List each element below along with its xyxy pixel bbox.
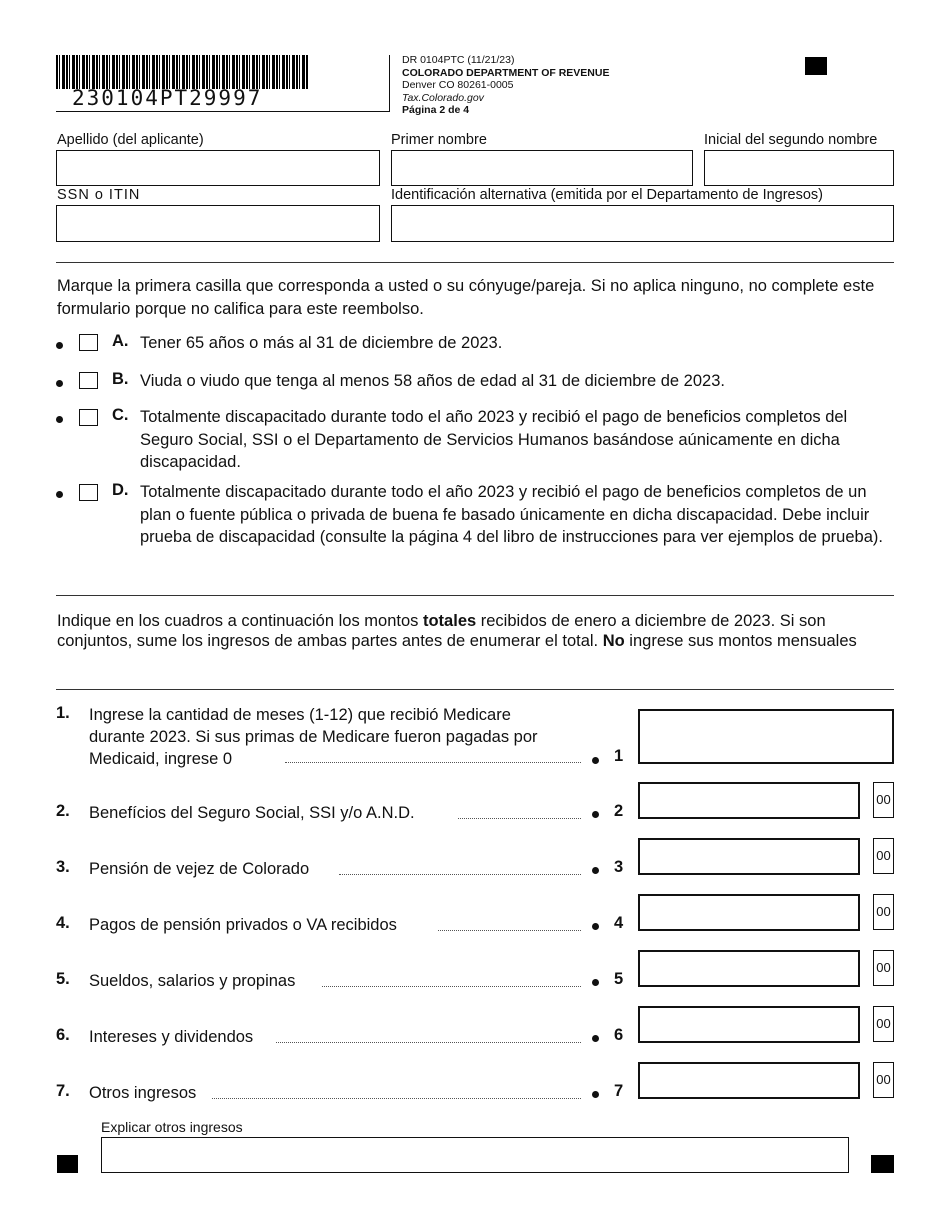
bullet-icon bbox=[56, 342, 63, 349]
barcode-number: 230104PT29997 bbox=[72, 86, 263, 110]
line-text: Otros ingresos bbox=[89, 1084, 197, 1102]
amount-input[interactable] bbox=[638, 950, 860, 987]
text: ingrese sus montos mensuales bbox=[624, 632, 857, 650]
checkbox-a[interactable] bbox=[79, 334, 98, 351]
leader-dots bbox=[285, 762, 581, 763]
leader-dots bbox=[339, 874, 581, 875]
line-number: 5. bbox=[56, 970, 70, 988]
ssn-input[interactable] bbox=[56, 205, 380, 242]
first-name-input[interactable] bbox=[391, 150, 693, 186]
bullet-icon bbox=[592, 1035, 599, 1042]
checkbox-d[interactable] bbox=[79, 484, 98, 501]
line-1-input[interactable] bbox=[638, 709, 894, 764]
registration-mark bbox=[871, 1155, 894, 1173]
amount-input[interactable] bbox=[638, 838, 860, 875]
text-bold: totales bbox=[422, 612, 477, 630]
cents-field: 00 bbox=[873, 782, 894, 818]
bullet-icon bbox=[56, 380, 63, 387]
line-ref: 2 bbox=[614, 802, 624, 820]
last-name-label: Apellido (del aplicante) bbox=[57, 132, 204, 148]
item-c-text: Totalmente discapacitado durante todo el año 2023 y recibió el pago de beneficios completos del Seguro Social, SSI o el Departamento de Servicios Humanos basándose aúnicamente en dicha discapacidad. bbox=[140, 408, 848, 471]
item-letter: B. bbox=[112, 370, 129, 388]
alt-id-input[interactable] bbox=[391, 205, 894, 242]
line-number: 1. bbox=[56, 704, 70, 722]
cents-field: 00 bbox=[873, 950, 894, 986]
line-ref: 4 bbox=[614, 914, 624, 932]
divider bbox=[56, 595, 894, 596]
income-intro bbox=[57, 611, 872, 651]
line-1-text: Ingrese la cantidad de meses (1-12) que recibió Medicare durante 2023. Si sus primas de Medicare fueron pagadas por Medicaid, ingrese 0 bbox=[89, 706, 538, 768]
bullet-icon bbox=[56, 491, 63, 498]
cents-field: 00 bbox=[873, 1006, 894, 1042]
line-text: Intereses y dividendos bbox=[89, 1028, 254, 1046]
line-text: Pagos de pensión privados o VA recibidos bbox=[89, 916, 397, 934]
item-letter: D. bbox=[112, 481, 129, 499]
website: Tax.Colorado.gov bbox=[402, 91, 484, 104]
amount-input[interactable] bbox=[638, 1062, 860, 1099]
item-a-text: Tener 65 años o más al 31 de diciembre de 2023. bbox=[140, 334, 503, 352]
alt-id-label: Identificación alternativa (emitida por el Departamento de Ingresos) bbox=[391, 187, 824, 203]
amount-input[interactable] bbox=[638, 894, 860, 931]
divider bbox=[56, 689, 894, 690]
amount-input[interactable] bbox=[638, 782, 860, 819]
line-text: Pensión de vejez de Colorado bbox=[89, 860, 310, 878]
leader-dots bbox=[276, 1042, 581, 1043]
middle-initial-label: Inicial del segundo nombre bbox=[704, 132, 878, 148]
explain-other-income-input[interactable] bbox=[101, 1137, 849, 1173]
line-ref: 5 bbox=[614, 970, 624, 988]
bullet-icon bbox=[592, 979, 599, 986]
page-number: Página 2 de 4 bbox=[402, 104, 470, 117]
line-ref: 3 bbox=[614, 858, 624, 876]
middle-initial-input[interactable] bbox=[704, 150, 894, 186]
ssn-label: SSN o ITIN bbox=[57, 187, 141, 203]
amount-input[interactable] bbox=[638, 1006, 860, 1043]
line-text: Sueldos, salarios y propinas bbox=[89, 972, 296, 990]
bullet-icon bbox=[56, 416, 63, 423]
qualify-intro: Marque la primera casilla que corresponda a usted o su cónyuge/pareja. Si no aplica ninguno, no complete este formulario porque no califica para este reembolso. bbox=[57, 277, 875, 318]
text-bold: No bbox=[602, 632, 625, 650]
line-number: 3. bbox=[56, 858, 70, 876]
address: Denver CO 80261-0005 bbox=[402, 79, 514, 92]
line-ref: 6 bbox=[614, 1026, 624, 1044]
checkbox-c[interactable] bbox=[79, 409, 98, 426]
cents-field: 00 bbox=[873, 894, 894, 930]
item-b-text: Viuda o viudo que tenga al menos 58 años de edad al 31 de diciembre de 2023. bbox=[140, 372, 725, 390]
line-text: Benefícios del Seguro Social, SSI y/o A.N.D. bbox=[89, 804, 415, 822]
explain-label: Explicar otros ingresos bbox=[101, 1119, 243, 1135]
last-name-input[interactable] bbox=[56, 150, 380, 186]
first-name-label: Primer nombre bbox=[391, 132, 487, 148]
form-id: DR 0104PTC (11/21/23) bbox=[402, 54, 515, 66]
item-letter: C. bbox=[112, 406, 129, 424]
text: Indique en los cuadros a continuación los montos bbox=[57, 612, 423, 630]
divider bbox=[56, 262, 894, 263]
line-ref: 1 bbox=[614, 747, 624, 765]
item-d-text: Totalmente discapacitado durante todo el año 2023 y recibió el pago de beneficios completos de un plan o fuente pública o privada de buena fe basado únicamente en dicha discapacidad. Debe incluir prueba de discapacidad (consulte la página 4 del libro de instrucciones para ver ejemplos de prueba). bbox=[140, 483, 883, 546]
line-number: 7. bbox=[56, 1082, 70, 1100]
bullet-icon bbox=[592, 757, 599, 764]
cents-field: 00 bbox=[873, 838, 894, 874]
department: COLORADO DEPARTMENT OF REVENUE bbox=[402, 66, 610, 79]
cents-field: 00 bbox=[873, 1062, 894, 1098]
item-letter: A. bbox=[112, 332, 129, 350]
leader-dots bbox=[438, 930, 581, 931]
line-number: 2. bbox=[56, 802, 70, 820]
bullet-icon bbox=[592, 1091, 599, 1098]
line-ref: 7 bbox=[614, 1082, 624, 1100]
text: recibidos de enero a diciembre de 2023. Si son conjuntos, sume los ingresos de ambas partes antes de enumerar el total. bbox=[57, 612, 826, 650]
leader-dots bbox=[212, 1098, 581, 1099]
bullet-icon bbox=[592, 867, 599, 874]
registration-mark bbox=[805, 57, 827, 75]
barcode bbox=[56, 55, 309, 89]
leader-dots bbox=[458, 818, 581, 819]
registration-mark bbox=[57, 1155, 78, 1173]
divider bbox=[56, 111, 389, 112]
checkbox-b[interactable] bbox=[79, 372, 98, 389]
divider bbox=[389, 55, 390, 112]
bullet-icon bbox=[592, 923, 599, 930]
line-number: 4. bbox=[56, 914, 70, 932]
leader-dots bbox=[322, 986, 581, 987]
form-header bbox=[402, 54, 609, 117]
line-number: 6. bbox=[56, 1026, 70, 1044]
bullet-icon bbox=[592, 811, 599, 818]
